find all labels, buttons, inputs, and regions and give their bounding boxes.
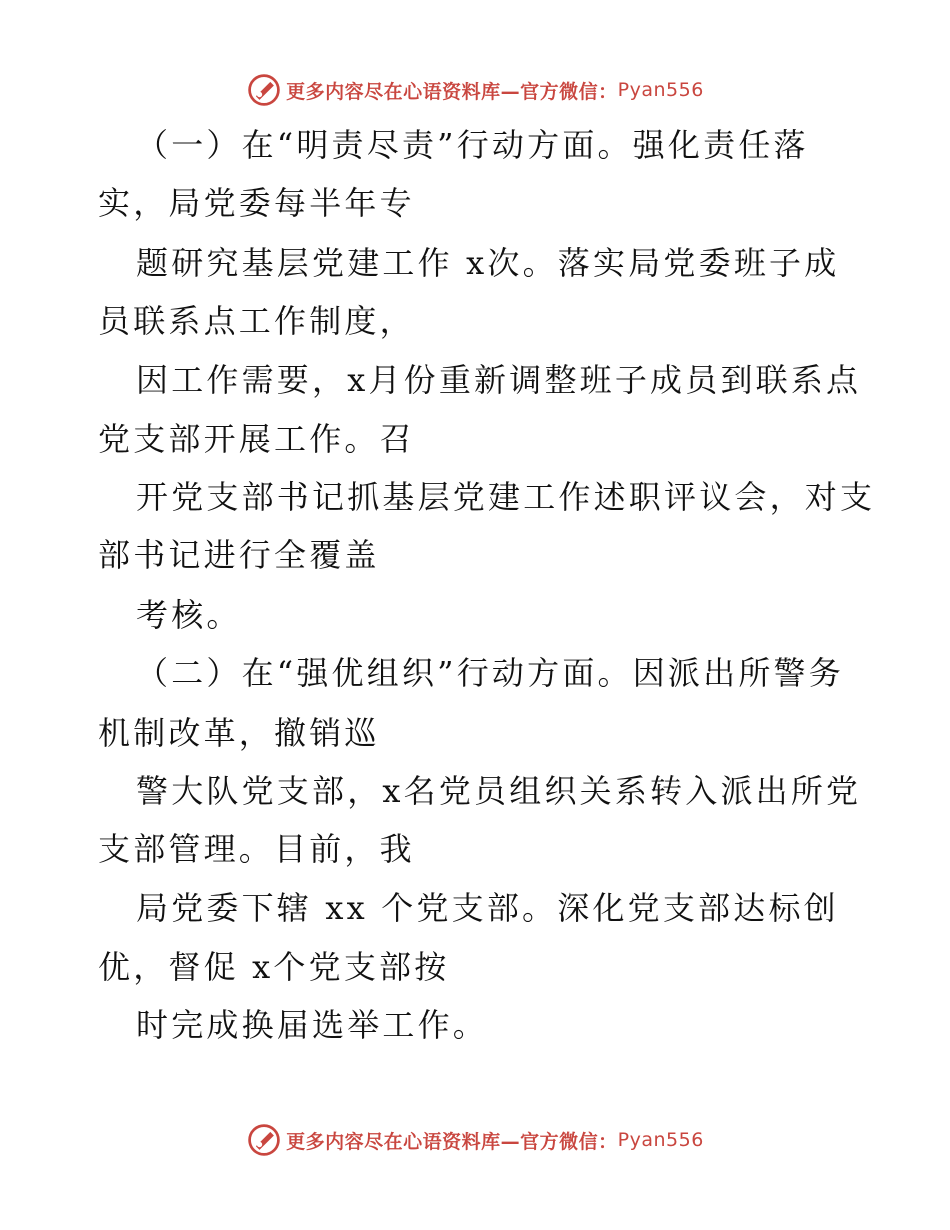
text-line: 部书记进行全覆盖 — [98, 536, 380, 574]
footer-watermark — [0, 1120, 950, 1160]
text-line: 局党委下辖 xx 个党支部。深化党支部达标创 — [136, 889, 839, 927]
seal-logo-icon — [246, 1122, 282, 1158]
text-line: （一）在“明责尽责”行动方面。强化责任落 — [136, 126, 809, 164]
text-line: 党支部开展工作。召 — [98, 420, 415, 458]
watermark-text: 更多内容尽在心语资料库—官方微信： — [286, 1130, 618, 1153]
text-line: 题研究基层党建工作 x次。落实局党委班子成 — [136, 244, 840, 282]
text-line: 开党支部书记抓基层党建工作述职评议会，对支 — [136, 478, 876, 516]
watermark-account: Pyan556 — [617, 1129, 704, 1151]
watermark-text: 更多内容尽在心语资料库—官方微信： — [286, 80, 618, 103]
text-line: 因工作需要，x月份重新调整班子成员到联系点 — [136, 361, 862, 399]
watermark-account: Pyan556 — [617, 79, 704, 101]
text-line: 实，局党委每半年专 — [98, 184, 415, 222]
text-line: 考核。 — [136, 596, 242, 634]
text-line: 员联系点工作制度， — [98, 302, 415, 340]
text-line: 时完成换届选举工作。 — [136, 1006, 489, 1044]
text-line: 警大队党支部，x名党员组织关系转入派出所党 — [136, 772, 862, 810]
header-watermark — [0, 70, 950, 110]
seal-logo-icon — [246, 72, 282, 108]
text-line: 优，督促 x个党支部按 — [98, 948, 450, 986]
text-line: 支部管理。目前，我 — [98, 830, 415, 868]
text-line: 机制改革，撤销巡 — [98, 714, 380, 752]
text-line: （二）在“强优组织”行动方面。因派出所警务 — [136, 654, 844, 692]
